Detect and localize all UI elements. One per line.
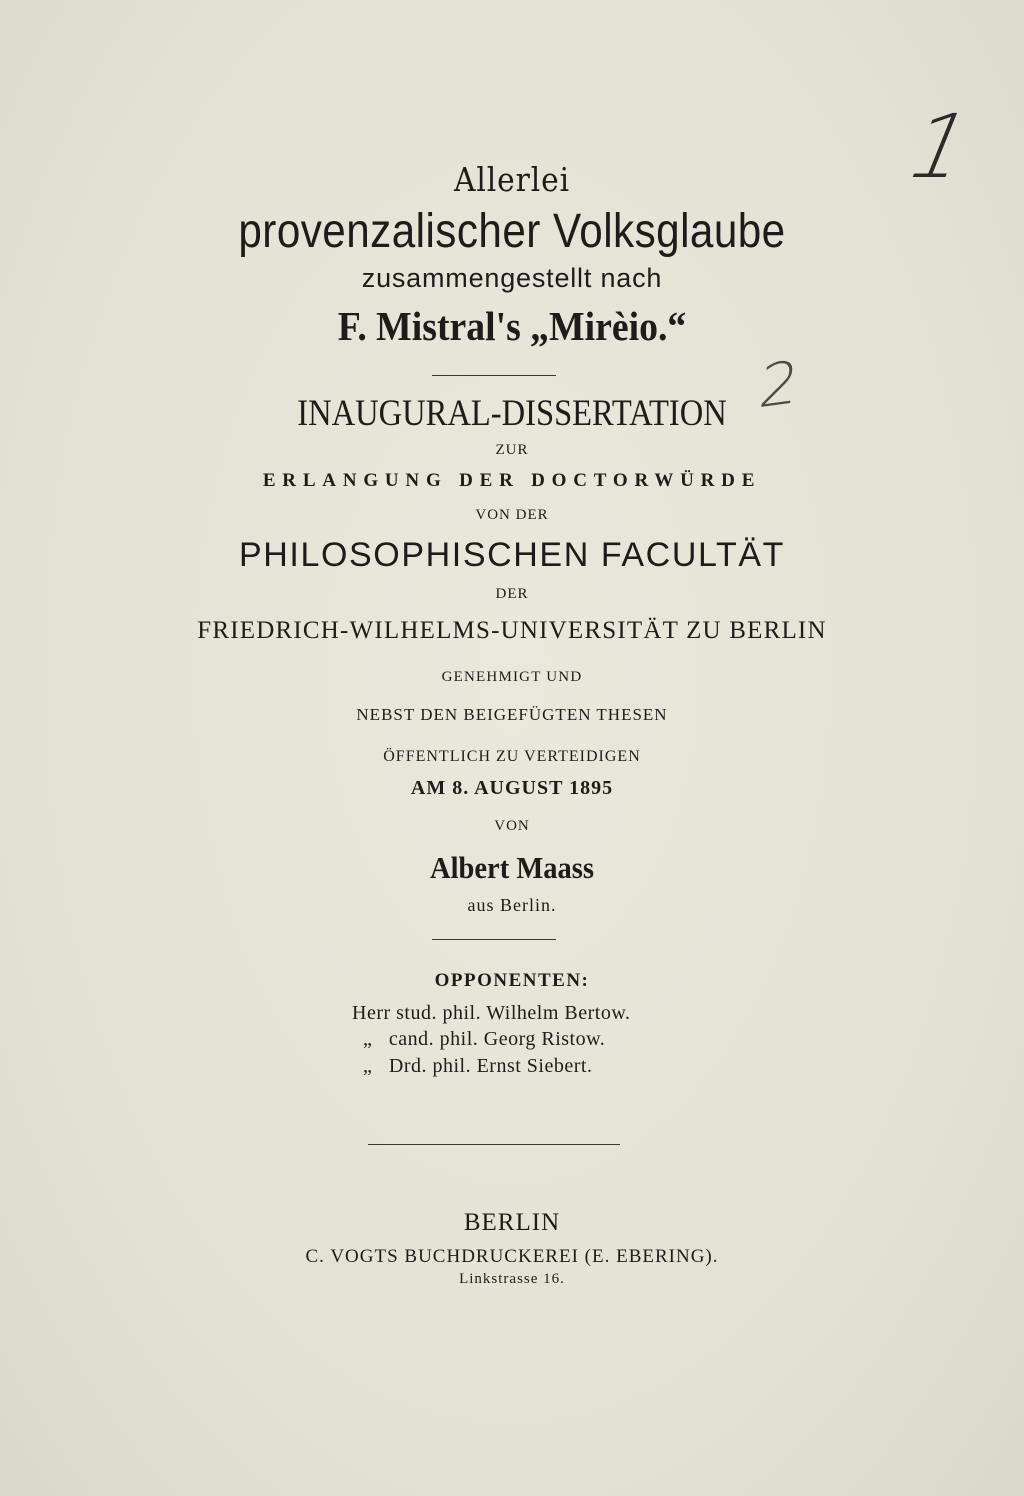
divider-rule-middle	[432, 939, 556, 940]
dissertation-heading: INAUGURAL-DISSERTATION	[297, 393, 727, 434]
opponent-line: „ Drd. phil. Ernst Siebert.	[352, 1055, 593, 1077]
opponent-line: „ cand. phil. Georg Ristow.	[352, 1028, 606, 1050]
dissertation-university: FRIEDRICH-WILHELMS-UNIVERSITÄT ZU BERLIN	[197, 617, 827, 644]
dissertation-zur: ZUR	[495, 442, 529, 458]
imprint-address: Linkstrasse 16.	[459, 1271, 565, 1287]
title-subtitle: zusammengestellt nach	[361, 263, 663, 293]
dissertation-theses: NEBST DEN BEIGEFÜGTEN THESEN	[356, 705, 668, 724]
title-main: provenzalischer Volksglaube	[238, 205, 786, 258]
dissertation-defend: ÖFFENTLICH ZU VERTEIDIGEN	[383, 748, 641, 765]
divider-rule-bottom	[368, 1144, 620, 1145]
dissertation-faculty: PHILOSOPHISCHEN FACULTÄT	[239, 536, 785, 574]
opponents-heading: OPPONENTEN:	[434, 970, 590, 991]
margin-number-two: 2	[755, 347, 804, 423]
dissertation-approved: GENEHMIGT UND	[441, 669, 583, 685]
defense-date: AM 8. AUGUST 1895	[410, 777, 614, 799]
author-name: Albert Maass	[430, 850, 594, 885]
dissertation-der: DER	[495, 586, 529, 602]
title-prefix: Allerlei	[453, 160, 570, 199]
author-origin: aus Berlin.	[467, 895, 557, 915]
imprint-city: BERLIN	[463, 1209, 561, 1236]
divider-rule-top	[432, 375, 556, 376]
dissertation-purpose: ERLANGUNG DER DOCTORWÜRDE	[262, 470, 762, 491]
dissertation-von: VON	[494, 818, 530, 834]
imprint-printer: C. VOGTS BUCHDRUCKEREI (E. EBERING).	[305, 1246, 719, 1267]
margin-number-one: 1	[891, 95, 989, 198]
title-source: F. Mistral's „Mirèio.“	[337, 303, 687, 349]
dissertation-von-der: VON DER	[475, 507, 549, 523]
opponent-line: Herr stud. phil. Wilhelm Bertow.	[352, 1002, 631, 1024]
